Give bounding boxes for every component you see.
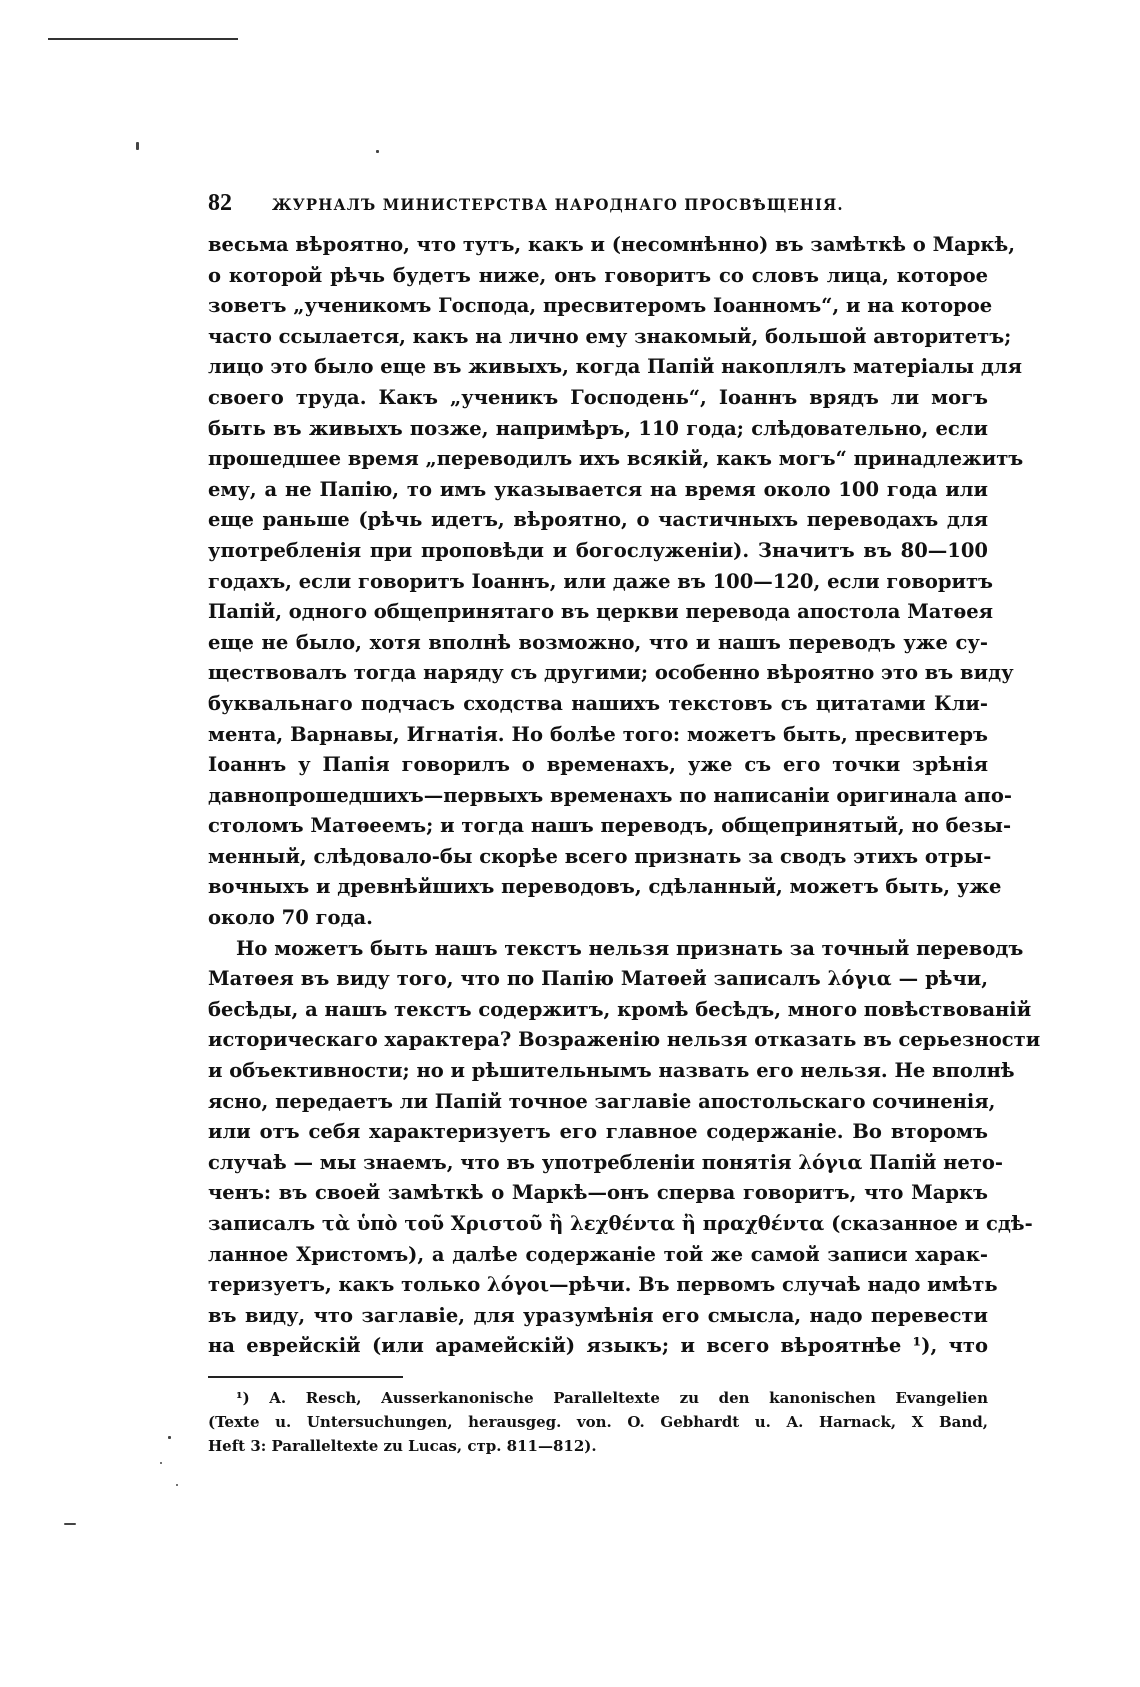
text-line: ясно, передаетъ ли Папій точное заглавіе апостольскаго сочиненія, [208,1089,996,1113]
journal-title: ЖУРНАЛЪ МИНИСТЕРСТВА НАРОДНАГО ПРОСВѢЩЕНІЯ. [272,195,844,214]
text-line: теризуетъ, какъ только λόγοι—рѣчи. Въ первомъ случаѣ надо имѣть [208,1273,998,1297]
text-line: еще раньше (рѣчь идетъ, вѣроятно, о частичныхъ переводахъ для [208,508,988,532]
text-line: ченъ: въ своей замѣткѣ о Маркѣ—онъ сперва говоритъ, что Маркъ [208,1181,988,1205]
text-line: вочныхъ и древнѣйшихъ переводовъ, сдѣланный, можетъ быть, уже [208,875,1002,899]
text-line: прошедшее время „переводилъ ихъ всякій, какъ могъ“ принадлежитъ [208,447,1024,471]
text-line: записалъ τὰ ὑπὸ τοῦ Χριστοῦ ἢ λεχθέντα ἢ πραχθέντα (сказанное и сдѣ- [208,1212,1033,1235]
text-line: употребленія при проповѣди и богослуженіи). Значитъ въ 80—100 [208,538,988,562]
footnote [208,1386,988,1458]
scan-speck [168,1436,171,1439]
text-line: въ виду, что заглавіе, для уразумѣнія его смысла, надо перевести [208,1303,988,1327]
text-line: Папій, одного общепринятаго въ церкви перевода апостола Матѳея [208,600,994,624]
footnote-line: ¹) A. Resch, Ausserkanonische Paralleltexte zu den kanonischen Evangelien [236,1388,988,1407]
text-line: весьма вѣроятно, что тутъ, какъ и (несомнѣнно) въ замѣткѣ о Маркѣ, [208,233,1016,256]
text-line: Но можетъ быть нашъ текстъ нельзя признать за точный переводъ [236,936,1024,960]
paragraph-2 [208,934,1041,1362]
text-line: бесѣды, а нашъ текстъ содержитъ, кромѣ бесѣдъ, много повѣствованій [208,997,1032,1021]
page-number: 82 [208,190,232,216]
body-text [208,230,1041,1362]
footnote-divider [208,1376,403,1378]
text-line: быть въ живыхъ позже, напримѣръ, 110 года; слѣдовательно, если [208,416,988,440]
scan-speck [136,142,139,150]
text-line: ему, а не Папію, то имъ указывается на время около 100 года или [208,477,988,501]
text-line: ланное Христомъ), а далѣе содержаніе той же самой записи харак- [208,1242,988,1266]
text-line: о которой рѣчь будетъ ниже, онъ говоритъ со словъ лица, которое [208,263,988,287]
scan-speck [64,1523,76,1525]
text-line: мента, Варнавы, Игнатія. Но болѣе того: можетъ быть, пресвитеръ [208,722,988,746]
text-line: давнопрошедшихъ—первыхъ временахъ по написаніи оригинала апо- [208,783,1012,807]
scan-edge-line [48,38,238,40]
text-line: Іоаннъ у Папія говорилъ о временахъ, уже съ его точки зрѣнія [208,753,988,777]
text-line: еще не было, хотя вполнѣ возможно, что и нашъ переводъ уже су- [208,630,988,654]
text-line: своего труда. Какъ „ученикъ Господень“, Іоаннъ врядъ ли могъ [208,385,988,409]
text-line: на еврейскій (или арамейскій) языкъ; и всего вѣроятнѣе ¹), что [208,1334,988,1358]
scan-speck [160,1462,162,1464]
text-line: и объективности; но и рѣшительнымъ назвать его нельзя. Не вполнѣ [208,1059,1015,1083]
text-line: или отъ себя характеризуетъ его главное содержаніе. Во второмъ [208,1120,988,1144]
paragraph-1 [208,230,1024,934]
text-line: зоветъ „ученикомъ Господа, пресвитеромъ Іоанномъ“, и на которое [208,294,993,318]
text-line: годахъ, если говоритъ Іоаннъ, или даже въ 100—120, если говоритъ [208,569,994,593]
footnote-line: (Texte u. Untersuchungen, herausgeg. von. O. Gebhardt u. A. Harnack, X Band, [208,1412,988,1431]
text-line: буквальнаго подчасъ сходства нашихъ текстовъ съ цитатами Кли- [208,691,988,715]
scan-speck [176,1484,178,1486]
text-line: лицо это было еще въ живыхъ, когда Папій накоплялъ матеріалы для [208,355,1023,379]
text-line: Матѳея въ виду того, что по Папію Матѳей записалъ λόγια — рѣчи, [208,967,988,991]
footnote-line: Heft 3: Paralleltexte zu Lucas, стр. 811—812). [208,1436,597,1455]
text-line: около 70 года. [208,906,373,930]
text-line: ществовалъ тогда наряду съ другими; особенно вѣроятно это въ виду [208,661,1014,685]
text-line: историческаго характера? Возраженію нельзя отказать въ серьезности [208,1028,1041,1052]
text-line: менный, слѣдовало-бы скорѣе всего признать за сводъ этихъ отры- [208,844,992,868]
running-head [208,190,988,224]
text-line: случаѣ — мы знаемъ, что въ употребленіи понятія λόγια Папій нето- [208,1150,1004,1174]
book-page [208,190,1041,1458]
text-line: часто ссылается, какъ на лично ему знакомый, большой авторитетъ; [208,324,1012,348]
scan-speck [376,150,379,153]
text-line: столомъ Матѳеемъ; и тогда нашъ переводъ, общепринятый, но безы- [208,814,1012,838]
